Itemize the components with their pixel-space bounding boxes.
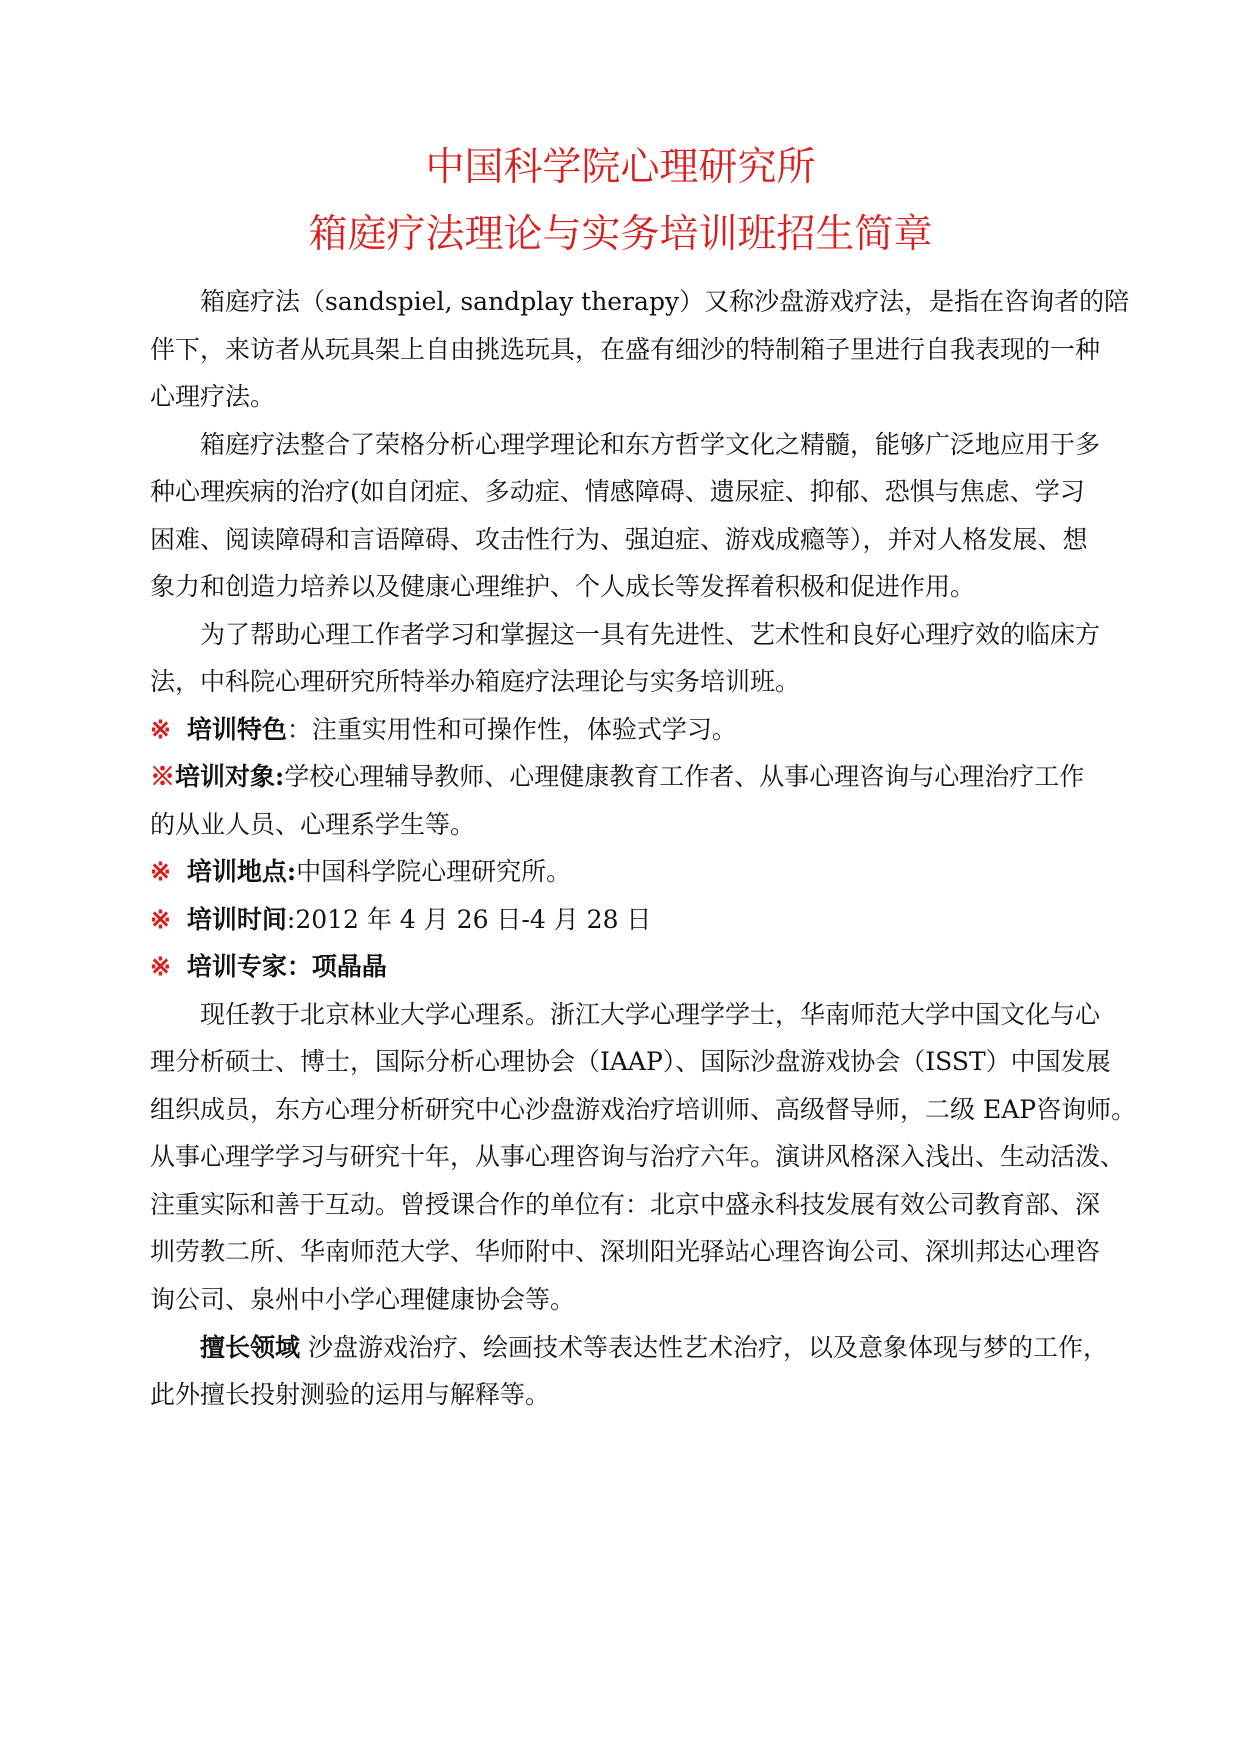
- audience-label: 培训对象:: [175, 762, 285, 791]
- intro-line-1: 箱庭疗法（sandspiel, sandplay therapy）又称沙盘游戏疗法，是指在咨询者的陪: [200, 287, 1130, 316]
- features-text: ：注重实用性和可操作性，体验式学习。: [286, 715, 737, 744]
- bio-line-3: 组织成员，东方心理分析研究中心沙盘游戏治疗培训师、高级督导师，二级 EAP咨询师。: [150, 1095, 1137, 1124]
- specialty-label: 擅长领域: [200, 1333, 301, 1362]
- audience-text-line-2: 的从业人员、心理系学生等。: [150, 810, 476, 839]
- bio-line-4: 从事心理学学习与研究十年，从事心理咨询与治疗六年。演讲风格深入浅出、生动活泼、: [150, 1142, 1126, 1171]
- info-expert: [150, 950, 387, 984]
- title-institute: 中国科学院心理研究所: [425, 145, 816, 190]
- specialty: [200, 1331, 1108, 1365]
- specialty-text-line-2: 此外擅长投射测验的运用与解释等。: [150, 1380, 551, 1409]
- purpose-line-2: 法，中科院心理研究所特举办箱庭疗法理论与实务培训班。: [150, 667, 801, 696]
- intro-line-2: 伴下，来访者从玩具架上自由挑选玩具，在盛有细沙的特制箱子里进行自我表现的一种: [150, 335, 1101, 364]
- integration-line-3: 困难、阅读障碍和言语障碍、攻击性行为、强迫症、游戏成瘾等），并对人格发展、想: [150, 525, 1088, 554]
- info-features: [150, 713, 737, 747]
- info-location: [150, 855, 571, 889]
- title-program: 箱庭疗法理论与实务培训班招生简章: [308, 212, 933, 257]
- specialty-text: 沙盘游戏治疗、绘画技术等表达性艺术治疗，以及意象体现与梦的工作，: [300, 1333, 1108, 1362]
- features-label: 培训特色: [186, 715, 287, 744]
- integration-line-2: 种心理疾病的治疗(如自闭症、多动症、情感障碍、遗尿症、抑郁、恐惧与焦虑、学习: [150, 477, 1085, 506]
- location-label: 培训地点:: [186, 857, 297, 886]
- location-text: 中国科学院心理研究所。: [296, 857, 572, 886]
- integration-line-1: 箱庭疗法整合了荣格分析心理学理论和东方哲学文化之精髓，能够广泛地应用于多: [200, 430, 1101, 459]
- time-text: :2012 年 4 月 26 日-4 月 28 日: [286, 905, 652, 934]
- expert-name: 项晶晶: [311, 952, 387, 981]
- bio-line-1: 现任教于北京林业大学心理系。浙江大学心理学学士，华南师范大学中国文化与心: [200, 1000, 1101, 1029]
- bio-line-2: 理分析硕士、博士，国际分析心理协会（IAAP）、国际沙盘游戏协会（ISST）中国发展: [150, 1047, 1111, 1076]
- info-audience: [150, 760, 1084, 794]
- audience-text: 学校心理辅导教师、心理健康教育工作者、从事心理咨询与心理治疗工作: [284, 762, 1085, 791]
- reference-mark: ※: [150, 762, 176, 791]
- bio-line-7: 询公司、泉州中小学心理健康协会等。: [150, 1285, 576, 1314]
- reference-mark: ※: [150, 857, 171, 886]
- bio-line-6: 圳劳教二所、华南师范大学、华师附中、深圳阳光驿站心理咨询公司、深圳邦达心理咨: [150, 1237, 1101, 1266]
- time-label: 培训时间: [186, 905, 287, 934]
- info-time: [150, 903, 651, 937]
- intro-line-3: 心理疗法。: [150, 382, 276, 411]
- reference-mark: ※: [150, 952, 171, 981]
- bio-line-5: 注重实际和善于互动。曾授课合作的单位有：北京中盛永科技发展有效公司教育部、深: [150, 1190, 1101, 1219]
- reference-mark: ※: [150, 905, 171, 934]
- purpose-line-1: 为了帮助心理工作者学习和掌握这一具有先进性、艺术性和良好心理疗效的临床方: [200, 620, 1101, 649]
- reference-mark: ※: [150, 715, 171, 744]
- integration-line-4: 象力和创造力培养以及健康心理维护、个人成长等发挥着积极和促进作用。: [150, 572, 976, 601]
- expert-label: 培训专家：: [186, 952, 312, 981]
